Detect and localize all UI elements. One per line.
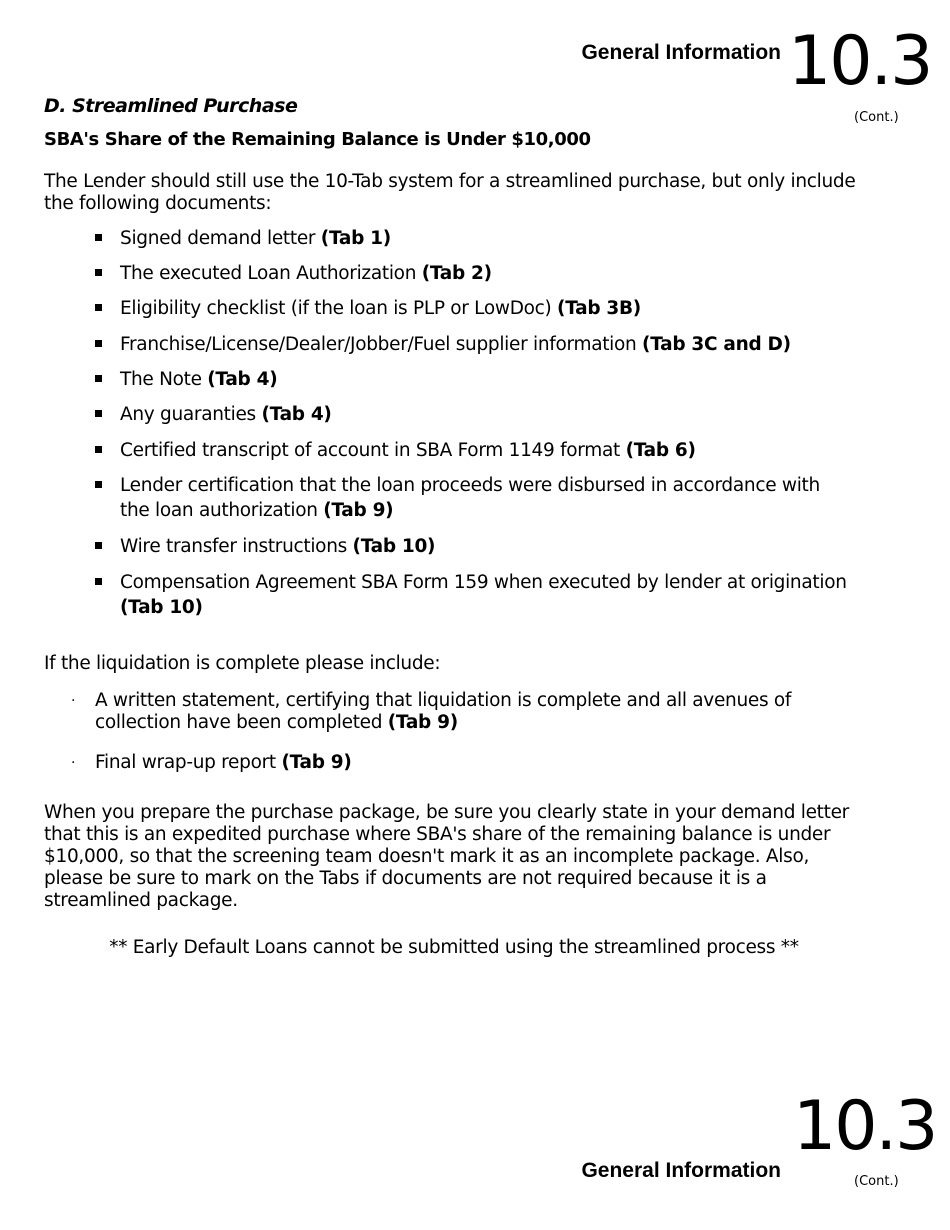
square-bullet-icon: [95, 340, 102, 347]
tab-reference: (Tab 9): [281, 752, 352, 773]
square-bullet-icon: [95, 578, 102, 585]
list-item-text: Franchise/License/Dealer/Jobber/Fuel supplier information: [120, 334, 643, 355]
list-item-text: Final wrap-up report: [95, 752, 282, 773]
list-item: [120, 226, 865, 251]
square-bullet-icon: [95, 234, 102, 241]
tab-reference: (Tab 3B): [557, 298, 641, 319]
list-item-text: A written statement, certifying that liquidation is complete and all avenues of collection have been completed: [95, 690, 792, 733]
list-item-text: The executed Loan Authorization: [120, 263, 422, 284]
list-item: [120, 367, 865, 392]
section-title: D. Streamlined Purchase: [44, 95, 298, 117]
tab-reference: (Tab 3C and D): [642, 334, 791, 355]
streamlined-note: ** Early Default Loans cannot be submitted using the streamlined process **: [109, 937, 799, 958]
dot-bullet-icon: ·: [71, 755, 76, 771]
tab-reference: (Tab 6): [625, 440, 696, 461]
tab-reference: (Tab 4): [207, 369, 278, 390]
list-item-text: Certified transcript of account in SBA Form 1149 format: [120, 440, 626, 461]
list-item: [120, 473, 835, 523]
list-item-text: Eligibility checklist (if the loan is PLP or LowDoc): [120, 298, 558, 319]
list-item-text: Wire transfer instructions: [120, 536, 353, 557]
list-item-text: Any guaranties: [120, 404, 262, 425]
tab-reference: (Tab 4): [261, 404, 332, 425]
list-item-text: Signed demand letter: [120, 228, 321, 249]
list-item: [71, 690, 795, 734]
tab-reference: (Tab 10): [352, 536, 436, 557]
header-section-label: General Information: [581, 41, 781, 64]
footer-cont-label: (Cont.): [854, 1174, 899, 1189]
tab-reference: (Tab 2): [421, 263, 492, 284]
list-item: [120, 332, 865, 357]
square-bullet-icon: [95, 269, 102, 276]
list-item-text: Lender certification that the loan proceeds were disbursed in accordance with the loan authorization: [120, 475, 820, 521]
tab-reference: (Tab 9): [387, 712, 458, 733]
footer-section-label: General Information: [581, 1159, 781, 1182]
list-item: [120, 570, 860, 620]
list-item: [120, 296, 865, 321]
square-bullet-icon: [95, 410, 102, 417]
header-cont-label: (Cont.): [854, 110, 899, 125]
square-bullet-icon: [95, 446, 102, 453]
header-section-number: 10.3: [788, 22, 932, 101]
list-item: [71, 752, 815, 774]
list-item: [120, 534, 865, 559]
tab-reference: (Tab 1): [320, 228, 391, 249]
liquidation-intro: If the liquidation is complete please include:: [44, 653, 441, 674]
footer-section-number: 10.3: [793, 1087, 937, 1166]
list-item: [120, 261, 865, 286]
tab-reference: (Tab 10): [120, 597, 203, 618]
square-bullet-icon: [95, 481, 102, 488]
intro-paragraph: The Lender should still use the 10-Tab system for a streamlined purchase, but only include the following documents:: [44, 171, 856, 214]
list-item-text: Compensation Agreement SBA Form 159 when executed by lender at origination: [120, 572, 847, 593]
dot-bullet-icon: ·: [71, 693, 76, 709]
square-bullet-icon: [95, 304, 102, 311]
list-item-text: The Note: [120, 369, 208, 390]
sub-title: SBA's Share of the Remaining Balance is Under $10,000: [44, 129, 591, 150]
closing-paragraph: When you prepare the purchase package, be sure you clearly state in your demand letter that this is an expedited purchase where SBA's share of the remaining balance is under $10,000, so that the screening team doesn't mark it as an incomplete package. Also, please be sure to mark on the Tabs if documents are not required because it is a streamlined package.: [44, 802, 849, 911]
list-item: [120, 402, 865, 427]
list-item: [120, 438, 865, 463]
square-bullet-icon: [95, 375, 102, 382]
square-bullet-icon: [95, 542, 102, 549]
tab-reference: (Tab 9): [323, 500, 394, 521]
